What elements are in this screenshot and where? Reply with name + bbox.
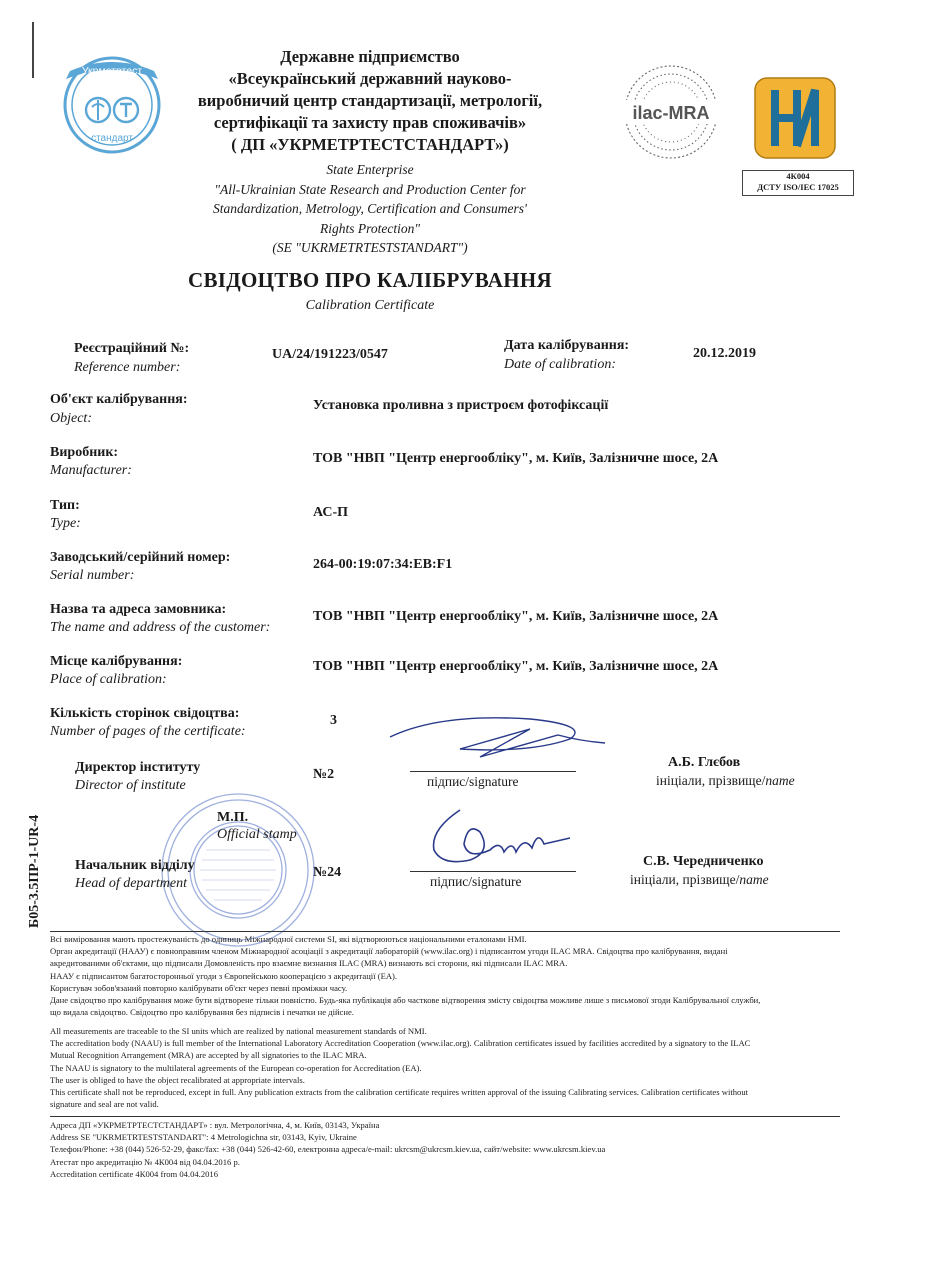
note-ua-line: акредитованими об'єктами, що підписали Домовленість про взаємне визнання ILAC (MRA) визнають всі сторони, які підписали ILAC MRA. <box>50 958 568 969</box>
footer-line: Address SE "UKRMETRTESTSTANDART": 4 Metrologichna str, 03143, Kyiv, Ukraine <box>50 1132 357 1143</box>
pages-label-en: Number of pages of the certificate: <box>50 724 246 739</box>
note-ua-line: що видала свідоцтво. Свідоцтво про калібрування без підписів і печатки не дійсне. <box>50 1007 354 1018</box>
header-en-line: Rights Protection" <box>319 220 421 236</box>
header-ua-line: виробничий центр стандартизації, метрології, <box>197 91 543 110</box>
footer-line: Телефон/Phone: +38 (044) 526-52-29, факс/fax: +38 (044) 526-42-60, електронна адреса/e-mail: ukrcsm@ukrcsm.kiev.ua, сайт/website: www.ukrcsm.kiev.ua <box>50 1144 606 1155</box>
header-ua-line: ( ДП «УКРМЕТРТЕСТСТАНДАРТ») <box>231 135 509 154</box>
place-value: ТОВ "НВП "Центр енергообліку", м. Київ, Залізничне шосе, 2А <box>313 659 719 674</box>
footer <box>50 1119 840 1180</box>
head-name-caption-text: ініціали, прізвище/ <box>630 872 740 887</box>
logo-top-text: Укрметртест <box>81 65 143 77</box>
note-ua-line: Дане свідоцтво про калібрування може бути відтворене тільки повністю. Будь-яка публікація або часткове відтворення змісту свідоцтва можливе лише з письмової згоди Калібрувальної служби, <box>50 995 761 1006</box>
director-label-en: Director of institute <box>75 778 186 793</box>
head-label-en: Head of department <box>75 876 187 891</box>
accreditation-logo <box>753 76 837 160</box>
director-signature-caption: підпис/signature <box>427 774 519 789</box>
note-en-line: The user is obliged to have the object recalibrated at appropriate intervals. <box>50 1074 305 1085</box>
note-en-line: The accreditation body (NAAU) is full member of the International Laboratory Accreditation Cooperation (www.ilac.org). Calibration certificates issued by facilities accredited by a signatory to the ILAC <box>50 1038 751 1049</box>
certificate-subtitle: Calibration Certificate <box>305 298 435 313</box>
note-en-line: All measurements are traceable to the SI units which are realized by national measurement standards of NMI. <box>50 1026 427 1036</box>
footer-line: Accreditation certificate 4К004 from 04.04.2016 <box>50 1168 219 1179</box>
head-signature-line <box>410 871 576 872</box>
director-label: Директор інституту <box>75 760 201 775</box>
type-value: АС-П <box>313 505 349 520</box>
note-ua-line: Користувач зобов'язаний повторно калібрувати об'єкт через певні проміжки часу. <box>50 982 348 993</box>
serial-value: 264-00:19:07:34:EB:F1 <box>313 557 453 572</box>
manufacturer-label: Виробник: <box>50 445 119 460</box>
header-en <box>170 160 570 258</box>
accreditation-code: 4К004 <box>786 171 810 181</box>
scan-mark <box>32 22 34 78</box>
type-label: Тип: <box>50 498 80 513</box>
place-label: Місце калібрування: <box>50 654 183 669</box>
customer-label-en: The name and address of the customer: <box>50 620 271 635</box>
ilac-mra-logo <box>615 62 727 164</box>
customer-value: ТОВ "НВП "Центр енергообліку", м. Київ, Залізничне шосе, 2А <box>313 609 719 624</box>
note-ua-line: НААУ є підписантом багатосторонньої угоди з Європейською кооперацією з акредитації (EA). <box>50 970 398 981</box>
reference-label-en: Reference number: <box>74 360 181 375</box>
manufacturer-label-en: Manufacturer: <box>50 463 132 478</box>
type-label-en: Type: <box>50 516 81 531</box>
ukrmetrteststandart-logo <box>62 55 162 155</box>
head-label: Начальник відділу <box>75 858 195 873</box>
reference-value: UA/24/191223/0547 <box>272 347 388 362</box>
stamp-label-en: Official stamp <box>217 827 297 842</box>
place-label-en: Place of calibration: <box>50 672 167 687</box>
object-value: Установка проливна з пристроєм фотофіксації <box>313 398 609 413</box>
manufacturer-value: ТОВ "НВП "Центр енергообліку", м. Київ, Залізничне шосе, 2А <box>313 451 719 466</box>
date-label-en: Date of calibration: <box>504 357 616 372</box>
notes-ua <box>50 933 840 1018</box>
header-en-line: State Enterprise <box>326 162 414 177</box>
serial-label-en: Serial number: <box>50 568 135 583</box>
pages-label: Кількість сторінок свідоцтва: <box>50 706 240 721</box>
reference-label: Реєстраційний №: <box>74 341 190 356</box>
header-en-line: "All-Ukrainian State Research and Production Center for <box>214 181 526 197</box>
director-name: А.Б. Глєбов <box>668 755 741 770</box>
certificate-title: СВІДОЦТВО ПРО КАЛІБРУВАННЯ <box>188 268 552 292</box>
date-value: 20.12.2019 <box>693 346 756 361</box>
header-en-line: Standardization, Metrology, Certification and Consumers' <box>213 201 527 216</box>
side-code <box>25 800 47 930</box>
director-name-caption-text: ініціали, прізвище/ <box>656 773 766 788</box>
ilac-text: ilac-MRA <box>632 103 710 123</box>
object-label-en: Object: <box>50 411 92 426</box>
footer-line: Адреса ДП «УКРМЕТРТЕСТСТАНДАРТ» : вул. Метрологічна, 4, м. Київ, 03143, Україна <box>50 1120 380 1130</box>
header-ua-line: сертифікації та захисту прав споживачів» <box>213 113 527 132</box>
accreditation-box <box>742 170 854 196</box>
note-ua-line: Всі виміровання мають простежуваність до одиниць Міжнародної системи SI, які відтворюються національними еталонами НМІ. <box>50 934 527 944</box>
head-number: №24 <box>313 865 342 880</box>
footer-line: Атестат про акредитацію № 4К004 від 04.04.2016 р. <box>50 1156 240 1167</box>
director-signature <box>380 705 610 775</box>
head-name-caption <box>630 872 769 888</box>
divider-bottom <box>50 1116 840 1117</box>
head-signature <box>420 800 580 875</box>
serial-label: Заводський/серійний номер: <box>50 550 231 565</box>
note-en-line: The NAAU is signatory to the multilateral agreements of the European co-operation for Accreditation (EA). <box>50 1062 422 1073</box>
date-label: Дата калібрування: <box>504 338 630 353</box>
side-code-text: Б05-3.5ПР-1-UR-4 <box>27 814 42 928</box>
note-en-line: This certificate shall not be reproduced, except in full. Any publication extracts from the calibration certificate requires written approval of the issuing Calibrating services. Calibration certificates without <box>50 1087 749 1098</box>
divider-top <box>50 931 840 932</box>
head-name-caption-en: name <box>739 872 769 887</box>
header-ua-line: Державне підприємство <box>280 47 460 66</box>
accreditation-standard: ДСТУ ISO/IEC 17025 <box>757 182 839 192</box>
head-signature-caption: підпис/signature <box>430 874 522 889</box>
header-en-line: (SE "UKRMETRTESTSTANDART") <box>272 240 468 255</box>
note-ua-line: Орган акредитації (НААУ) є повноправним членом Міжнародної асоціації з акредитації лабораторій (www.ilac.org) і підписантом угоди ILAC MRA. Свідоцтва про калібрування, видані <box>50 946 728 957</box>
object-label: Об'єкт калібрування: <box>50 392 188 407</box>
note-en-line: signature and seal are not valid. <box>50 1099 159 1110</box>
director-number: №2 <box>313 767 335 782</box>
header-ua <box>170 46 570 156</box>
customer-label: Назва та адреса замовника: <box>50 602 227 617</box>
pages-value: 3 <box>330 713 337 728</box>
logo-bottom-text: стандарт <box>91 133 133 144</box>
stamp-label: М.П. <box>217 810 249 825</box>
note-en-line: Mutual Recognition Arrangement (MRA) are accepted by all signatories to the ILAC MRA. <box>50 1050 367 1061</box>
header-ua-line: «Всеукраїнський державний науково- <box>228 69 512 88</box>
notes-en <box>50 1025 840 1110</box>
director-name-caption-en: name <box>765 773 795 788</box>
director-signature-line <box>410 771 576 772</box>
director-name-caption <box>656 773 795 789</box>
head-name: С.В. Чередниченко <box>643 854 764 869</box>
